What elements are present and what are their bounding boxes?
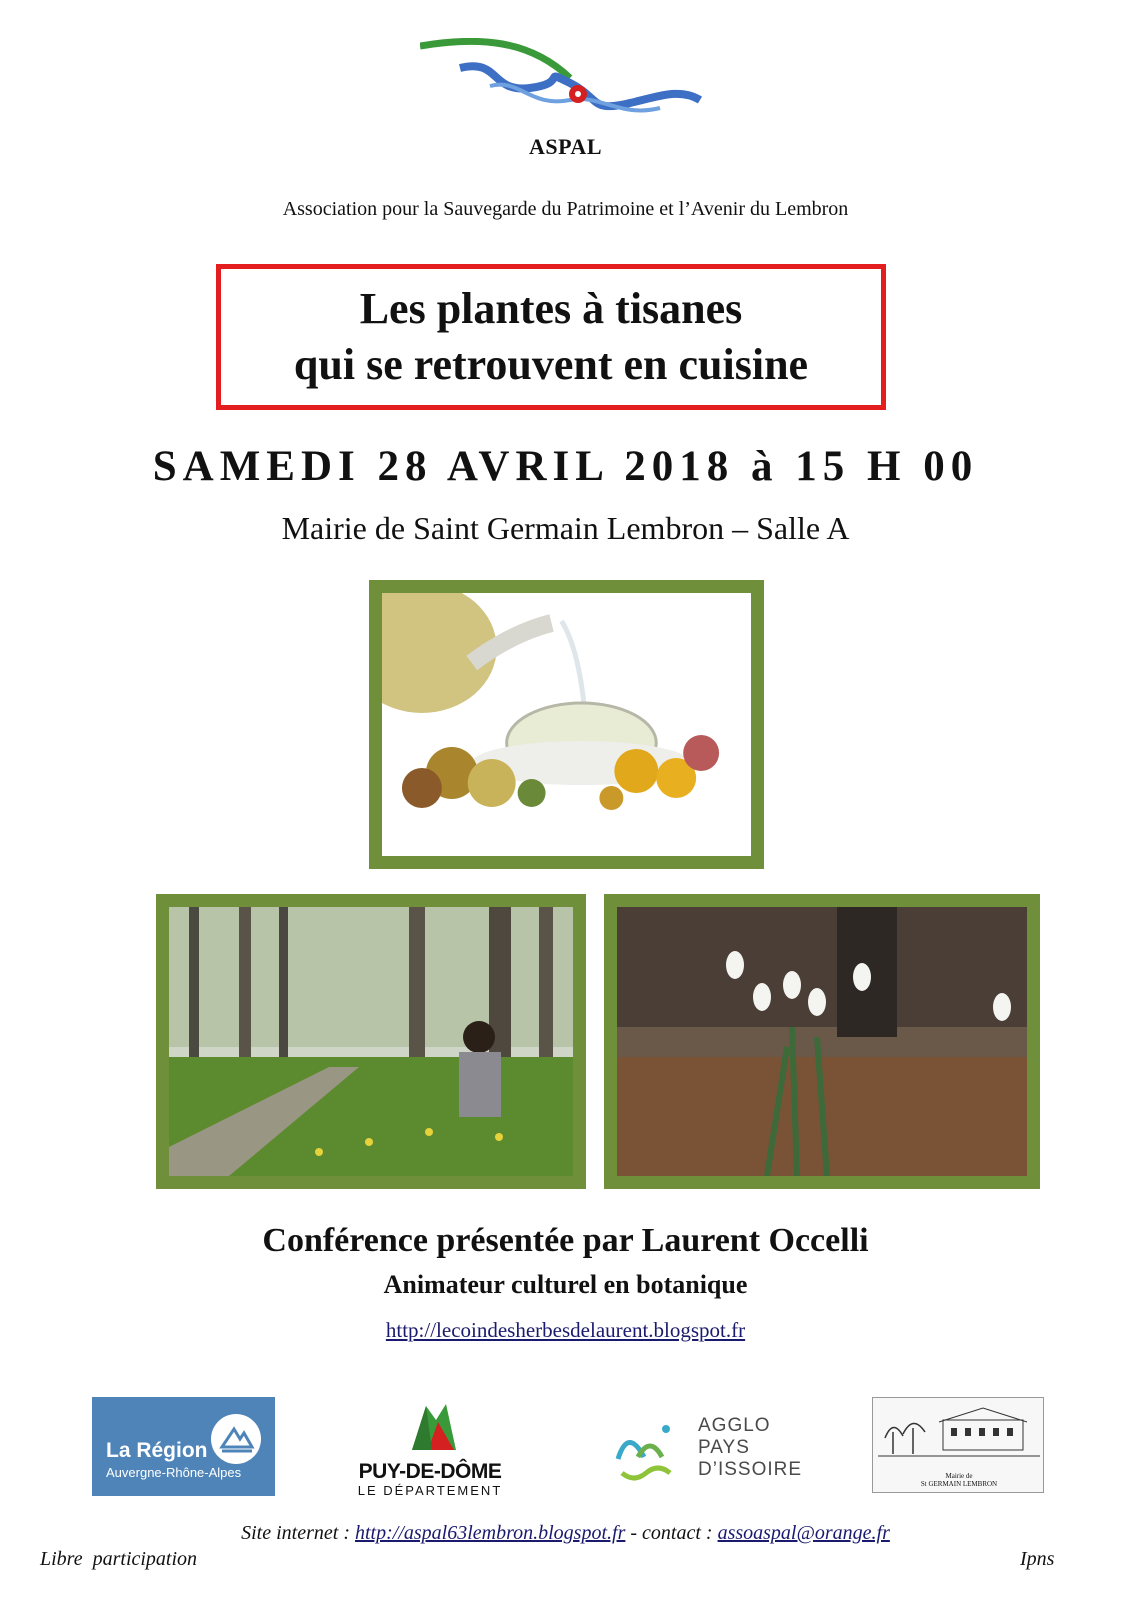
mairie-caption [873,1472,1045,1488]
agglo-line3: D’ISSOIRE [698,1459,803,1480]
forest-path-photo [156,894,586,1189]
region-title: La Région [106,1439,208,1462]
footer-ipns: Ipns [1020,1548,1055,1570]
footer-contact [0,1522,1131,1545]
event-title-box [216,264,886,410]
aspal-logo [420,38,710,128]
org-full-name: Association pour la Sauvegarde du Patrimoine et l’Avenir du Lembron [282,198,849,220]
agglo-wave-icon [614,1417,684,1487]
mairie-caption-line2: St GERMAIN LEMBRON [920,1480,998,1488]
event-venue: Mairie de Saint Germain Lembron – Salle A [281,510,850,546]
agglo-line2: PAYS [698,1437,750,1458]
mairie-caption-line1: Mairie de [945,1472,973,1480]
conference-speaker: Conférence présentée par Laurent Occelli [262,1222,869,1259]
agglo-issoire-logo [614,1415,824,1490]
puy-name: PUY-DE-DÔME [358,1460,502,1483]
region-logo [92,1397,275,1496]
mairie-building-drawing [873,1398,1045,1470]
region-subtitle: Auvergne-Rhône-Alpes [106,1465,242,1480]
contact-label: - contact : [630,1522,713,1544]
speaker-blog-link[interactable]: http://lecoindesherbesdelaurent.blogspot.fr [385,1318,746,1342]
tea-photo [369,580,764,869]
org-short-name: ASPAL [529,134,602,159]
puy-leaf-icon [406,1400,460,1458]
agglo-line1: AGGLO [698,1415,771,1436]
puy-de-dome-logo [350,1400,510,1500]
event-date: SAMEDI 28 AVRIL 2018 à 15 H 00 [152,443,979,490]
event-title-line1: Les plantes à tisanes [359,284,743,333]
contact-email-link[interactable]: assoaspal@orange.fr [717,1522,890,1544]
event-title-line2: qui se retrouvent en cuisine [293,340,809,389]
snowdrop-photo [604,894,1040,1189]
site-label: Site internet : [241,1522,350,1544]
site-link[interactable]: http://aspal63lembron.blogspot.fr [354,1522,626,1544]
agglo-text [698,1415,802,1481]
mairie-logo [872,1397,1044,1493]
puy-subtitle: LE DÉPARTEMENT [357,1483,503,1498]
speaker-role: Animateur culturel en botanique [383,1270,748,1299]
region-mountain-icon [210,1413,262,1465]
footer-participation: Libre participation [40,1548,198,1570]
